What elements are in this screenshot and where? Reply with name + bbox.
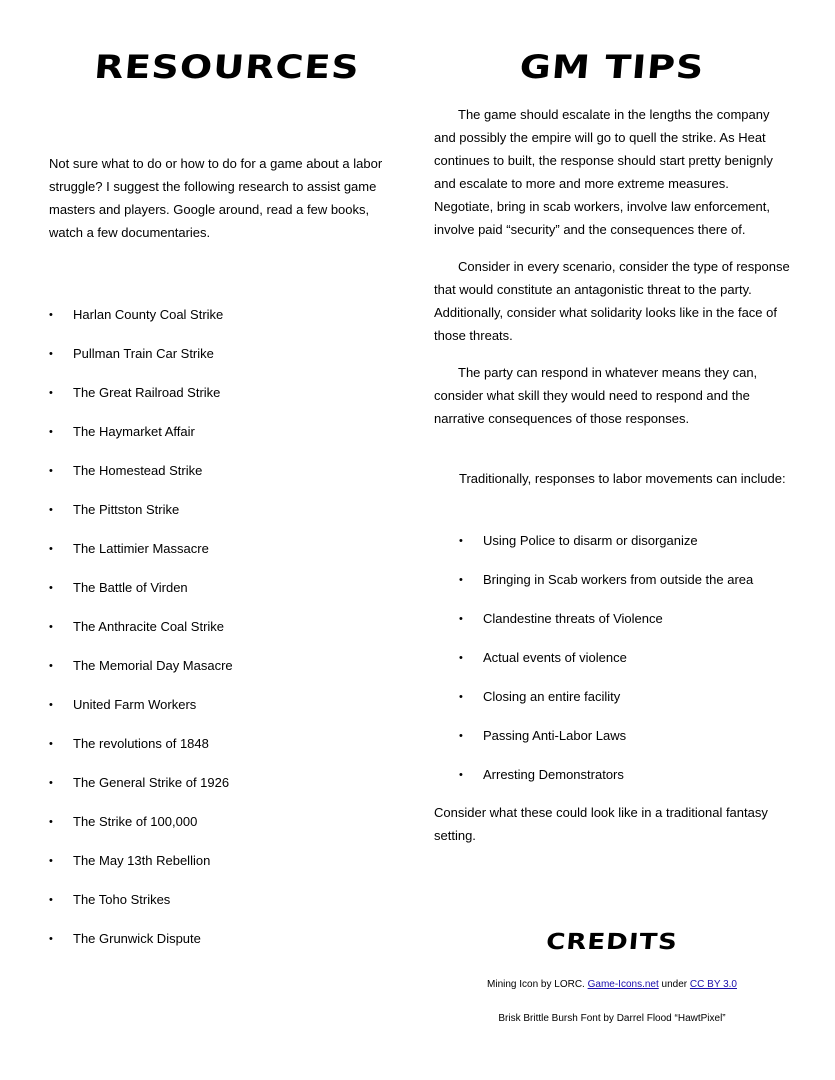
- game-icons-link[interactable]: Game-Icons.net: [587, 979, 659, 990]
- list-item: [49, 775, 405, 814]
- gm-tip-paragraph-threats: Consider in every scenario, consider the type of response that would constitute an antagonistic threat to the party. Additionally, consider what solidarity looks like in the face of those threats.: [434, 259, 790, 343]
- list-item: [49, 541, 405, 580]
- list-item: [49, 658, 405, 697]
- list-item: [459, 533, 789, 572]
- responses-list: [459, 533, 789, 806]
- list-item: [49, 736, 405, 775]
- credit-text: under: [658, 979, 690, 990]
- bullet-icon: •: [49, 309, 53, 321]
- list-item-label: Passing Anti-Labor Laws: [483, 728, 627, 743]
- list-item: [49, 853, 405, 892]
- list-item-label: The General Strike of 1926: [73, 775, 230, 790]
- list-item: [49, 697, 405, 736]
- list-item: [49, 814, 405, 853]
- bullet-icon: •: [459, 613, 463, 625]
- list-item-label: The revolutions of 1848: [73, 736, 209, 751]
- list-item: [49, 892, 405, 931]
- bullet-icon: •: [459, 535, 463, 547]
- bullet-icon: •: [459, 574, 463, 586]
- list-item: [459, 611, 789, 650]
- list-item: [459, 650, 789, 689]
- list-item: [49, 580, 405, 619]
- list-item-label: The Great Railroad Strike: [73, 385, 221, 400]
- list-item: [49, 385, 405, 424]
- list-item: [49, 346, 405, 385]
- bullet-icon: •: [49, 465, 53, 477]
- bullet-icon: •: [459, 730, 463, 742]
- gm-tip-paragraph-traditional: Traditionally, responses to labor movements can include:: [459, 471, 786, 486]
- resources-intro: Not sure what to do or how to do for a game about a labor struggle? I suggest the following research to assist game masters and players. Google around, read a few books, watch a few documentaries.: [49, 156, 383, 240]
- resources-list: [49, 307, 405, 970]
- list-item: [49, 502, 405, 541]
- bullet-icon: •: [49, 738, 53, 750]
- list-item-label: Bringing in Scab workers from outside the area: [483, 572, 754, 587]
- bullet-icon: •: [49, 348, 53, 360]
- list-item-label: The Battle of Virden: [73, 580, 188, 595]
- bullet-icon: •: [49, 504, 53, 516]
- list-item: [49, 307, 405, 346]
- bullet-icon: •: [459, 652, 463, 664]
- list-item: [49, 619, 405, 658]
- bullet-icon: •: [459, 691, 463, 703]
- bullet-icon: •: [49, 660, 53, 672]
- bullet-icon: •: [49, 582, 53, 594]
- credit-text: Mining Icon by LORC.: [487, 979, 588, 990]
- list-item: [49, 424, 405, 463]
- cc-license-link[interactable]: CC BY 3.0: [689, 979, 737, 990]
- gm-tip-paragraph-fantasy: Consider what these could look like in a traditional fantasy setting.: [434, 805, 768, 843]
- list-item: [459, 728, 789, 767]
- list-item-label: Pullman Train Car Strike: [73, 346, 214, 361]
- list-item-label: Harlan County Coal Strike: [73, 307, 224, 322]
- list-item: [459, 689, 789, 728]
- list-item-label: The Toho Strikes: [73, 892, 171, 907]
- bullet-icon: •: [49, 621, 53, 633]
- gm-tip-paragraph-escalation: The game should escalate in the lengths the company and possibly the empire will go to quell the strike. As Heat continues to built, the response should start pretty benignly and escalate to more and more extreme measures. Negotiate, bring in scab workers, involve law enforcement, involve paid “security” and the consequences there of.: [434, 107, 773, 237]
- list-item-label: Using Police to disarm or disorganize: [483, 533, 698, 548]
- bullet-icon: •: [49, 543, 53, 555]
- list-item-label: Clandestine threats of Violence: [483, 611, 663, 626]
- bullet-icon: •: [49, 933, 53, 945]
- gm-tips-heading: GM TIPS: [518, 48, 706, 86]
- list-item-label: The Homestead Strike: [73, 463, 203, 478]
- list-item-label: The Lattimier Massacre: [73, 541, 209, 556]
- list-item-label: The Strike of 100,000: [73, 814, 198, 829]
- bullet-icon: •: [459, 769, 463, 781]
- list-item-label: United Farm Workers: [73, 697, 197, 712]
- list-item-label: The May 13th Rebellion: [73, 853, 211, 868]
- list-item-label: Arresting Demonstrators: [483, 767, 624, 782]
- list-item-label: The Memorial Day Masacre: [73, 658, 233, 673]
- resources-heading: RESOURCES: [92, 48, 362, 86]
- list-item-label: The Anthracite Coal Strike: [73, 619, 225, 634]
- list-item: [459, 572, 789, 611]
- list-item-label: Actual events of violence: [483, 650, 627, 665]
- bullet-icon: •: [49, 816, 53, 828]
- bullet-icon: •: [49, 699, 53, 711]
- bullet-icon: •: [49, 855, 53, 867]
- list-item-label: The Haymarket Affair: [73, 424, 195, 439]
- bullet-icon: •: [49, 894, 53, 906]
- bullet-icon: •: [49, 387, 53, 399]
- list-item: [49, 931, 405, 970]
- bullet-icon: •: [49, 777, 53, 789]
- list-item-label: The Grunwick Dispute: [73, 931, 201, 946]
- credits-heading: CREDITS: [545, 929, 679, 955]
- list-item-label: The Pittston Strike: [73, 502, 180, 517]
- credit-font: Brisk Brittle Bursh Font by Darrel Flood “HawtPixel”: [498, 1013, 726, 1024]
- list-item-label: Closing an entire facility: [483, 689, 621, 704]
- list-item: [49, 463, 405, 502]
- credit-mining-icon: [434, 978, 790, 992]
- gm-tip-paragraph-response: The party can respond in whatever means they can, consider what skill they would need to respond and the narrative consequences of those responses.: [434, 365, 758, 426]
- bullet-icon: •: [49, 426, 53, 438]
